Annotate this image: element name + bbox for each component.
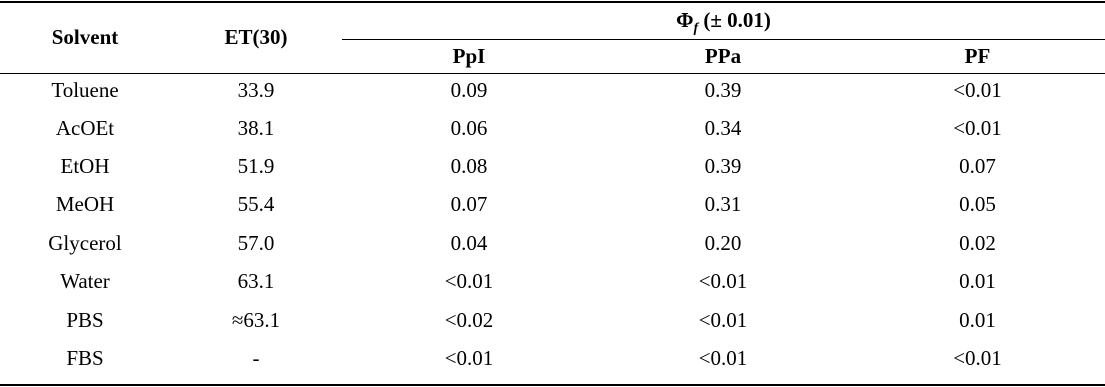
cell-solvent: AcOEt bbox=[55, 116, 115, 140]
cell-pf: <0.01 bbox=[953, 78, 1002, 102]
cell-ppi: 0.09 bbox=[450, 78, 488, 102]
cell-ppi: 0.06 bbox=[450, 116, 488, 140]
group-rule bbox=[342, 39, 1105, 40]
cell-et30: 38.1 bbox=[237, 116, 275, 140]
cell-solvent: EtOH bbox=[60, 154, 110, 178]
cell-ppi: <0.02 bbox=[444, 308, 494, 332]
table-row bbox=[0, 305, 1105, 336]
cell-ppi: 0.04 bbox=[450, 231, 488, 255]
cell-ppi: 0.08 bbox=[450, 154, 488, 178]
cell-solvent: Water bbox=[60, 269, 110, 293]
cell-ppa: 0.34 bbox=[704, 116, 742, 140]
phi-symbol: Φ bbox=[676, 8, 694, 32]
header-et30: ET(30) bbox=[224, 25, 288, 49]
header-ppa: PPa bbox=[704, 44, 742, 68]
cell-ppa: <0.01 bbox=[698, 346, 748, 370]
phi-uncertainty: (± 0.01) bbox=[698, 8, 771, 32]
cell-et30: 51.9 bbox=[237, 154, 275, 178]
cell-pf: 0.01 bbox=[959, 308, 996, 332]
header-pf: PF bbox=[964, 44, 991, 68]
cell-solvent: Glycerol bbox=[48, 231, 122, 255]
cell-et30: 63.1 bbox=[237, 269, 275, 293]
table-row bbox=[0, 266, 1105, 297]
table-row bbox=[0, 113, 1105, 144]
phi-subscript: f bbox=[693, 21, 699, 37]
cell-pf: 0.05 bbox=[959, 192, 996, 216]
cell-pf: 0.07 bbox=[959, 154, 996, 178]
cell-ppa: <0.01 bbox=[698, 308, 748, 332]
table-row bbox=[0, 189, 1105, 220]
cell-pf: <0.01 bbox=[953, 346, 1002, 370]
cell-et30: 57.0 bbox=[237, 231, 275, 255]
cell-ppi: <0.01 bbox=[444, 346, 494, 370]
cell-ppa: 0.20 bbox=[704, 231, 742, 255]
cell-et30: 33.9 bbox=[237, 78, 275, 102]
cell-et30: 55.4 bbox=[237, 192, 275, 216]
cell-ppi: 0.07 bbox=[450, 192, 488, 216]
cell-pf: 0.01 bbox=[959, 269, 996, 293]
header-rule bbox=[0, 73, 1105, 74]
cell-ppi: <0.01 bbox=[444, 269, 494, 293]
cell-solvent: MeOH bbox=[55, 192, 115, 216]
cell-ppa: 0.39 bbox=[704, 154, 742, 178]
bottom-rule bbox=[0, 384, 1105, 386]
cell-solvent: PBS bbox=[66, 308, 104, 332]
table-row bbox=[0, 343, 1105, 374]
table-row bbox=[0, 228, 1105, 259]
top-rule bbox=[0, 1, 1105, 3]
cell-et30: - bbox=[252, 346, 260, 370]
cell-ppa: 0.31 bbox=[704, 192, 742, 216]
table-row bbox=[0, 151, 1105, 182]
header-solvent: Solvent bbox=[51, 25, 119, 49]
header-phi-group bbox=[342, 8, 1105, 41]
cell-ppa: <0.01 bbox=[698, 269, 748, 293]
cell-et30: ≈63.1 bbox=[231, 308, 281, 332]
cell-solvent: FBS bbox=[66, 346, 104, 370]
cell-ppa: 0.39 bbox=[704, 78, 742, 102]
cell-pf: <0.01 bbox=[953, 116, 1002, 140]
cell-solvent: Toluene bbox=[51, 78, 119, 102]
cell-pf: 0.02 bbox=[959, 231, 996, 255]
header-ppi: PpI bbox=[452, 44, 486, 68]
table-row bbox=[0, 75, 1105, 106]
